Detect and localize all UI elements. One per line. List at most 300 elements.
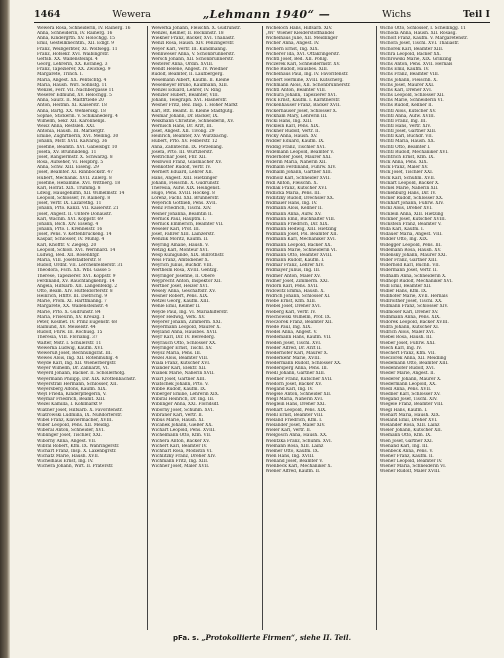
directory-entry: Wiederkehr Marie, XVIII. bbox=[265, 356, 321, 361]
directory-entry: Weyerich Gottlieb, Pens. XVII. bbox=[151, 201, 217, 207]
directory-entry: Weyerstraß Hermann, Schlosser, XII. bbox=[37, 381, 118, 387]
directory-entry: Wiech Karl, Ing. IV. bbox=[379, 345, 422, 351]
directory-entry: Weyprecht Anton, Inspektor XII. bbox=[151, 278, 222, 284]
directory-entry: Ferdinand, XV. Rauchfangkehrg. 14 bbox=[37, 278, 115, 284]
directory-entry: Wesemann Albert, Kaufm. II. Kleine bbox=[151, 77, 230, 83]
directory-entry: Wichert Karl, Beamter IV. bbox=[151, 443, 208, 449]
directory-entry: Widmaier Hans, Ing. IV. bbox=[265, 201, 318, 207]
directory-entry: Wider Franz, Gärtner XIII. bbox=[379, 258, 438, 264]
directory-entry: Wieler Johann, Kutscher XII. bbox=[379, 428, 443, 434]
directory-entry: Widhopf Rudolf, Mechaniker XVI. bbox=[379, 278, 453, 284]
page-number: 1464 bbox=[34, 8, 61, 20]
directory-entry: Sophie, Stickerin. V. Schikanederg. 4 bbox=[37, 113, 118, 119]
directory-entry: Wiekner Franz, Bäcker, XVI. Thaliastr. bbox=[151, 36, 235, 42]
directory-entry: Geftsb. XX. Wallensteinpl. 4 bbox=[37, 56, 98, 62]
directory-entry: Widmann Josef, Pol. Beamter XII. bbox=[265, 232, 338, 238]
directory-entry: Widmoser Karl, Dreher XV. bbox=[379, 309, 439, 315]
directory-entry: Wien Josef, Gärtner XXI. bbox=[379, 438, 434, 444]
directory-entry: Wichs Anton, Pens. XVII. Hernals bbox=[379, 62, 453, 68]
directory-entry: Josef, Beamter. XI. Rinnböckstr. 47 bbox=[37, 170, 113, 176]
directory-entry: Widhalm Ferdinand, Fuhrw. XIV. bbox=[265, 165, 337, 171]
directory-entry: Hugo, Pens. XVIII. Hockeg. 8 bbox=[151, 191, 215, 196]
directory-entry: Wiedner Karl, Schlosser XV. bbox=[379, 392, 441, 398]
directory-entry: Widemann Rosa, Haush. XV. bbox=[379, 247, 442, 253]
directory-entry: Wick Josef, Tischler XXI. bbox=[379, 170, 434, 176]
header-right-word: Wichs bbox=[382, 8, 412, 20]
directory-entry: Wielander Rosa, XIII. Lainz bbox=[379, 423, 440, 429]
directory-entry: Wehle Emil, Kellner II. bbox=[151, 304, 201, 310]
directory-entry: Wieder Marie, Angest. II. bbox=[379, 371, 435, 377]
directory-entry: Wiegl Maria, Näherin XVI. bbox=[265, 397, 324, 403]
directory-entry: Wielitzka Franz, Schuhm. XVI. bbox=[265, 438, 333, 444]
directory-entry: Wichelhaus Ernst, Ing. IV. bbox=[37, 459, 94, 465]
directory-entry: Widmann Karl, Mechaniker XVI. bbox=[265, 237, 337, 243]
directory-entry: Wick Franz, Maler XV. bbox=[379, 165, 429, 171]
directory-entry: Wickerhauser Josef, Schlosser X. bbox=[265, 108, 338, 114]
directory-entry: Wicki Hans, Ing. XIII. bbox=[265, 118, 313, 124]
directory-entry: Wiborny Josef, Schuhm. XVI. bbox=[151, 407, 214, 413]
directory-entry: Widhalm Anna, Schneiderin X. bbox=[379, 273, 447, 279]
directory-entry: Wibbe Rudolf, Kaufm. IX. bbox=[151, 386, 207, 392]
directory-entry: Wiber Leopold, Pens. XII. Meidlg. bbox=[37, 423, 111, 429]
directory-entry: Wiener Leopold, Beamter IV. bbox=[379, 459, 443, 465]
header-title: „Lehmann 1940“ — bbox=[202, 7, 331, 21]
directory-entry: Wetzel Georg, Kaufm. XIII. bbox=[151, 299, 210, 305]
header-part: Teil I bbox=[462, 8, 490, 20]
directory-entry: Wienand Karl, Ing. III. bbox=[379, 443, 429, 449]
directory-entry: Wicker Rudolf, Schlosser XX. bbox=[379, 196, 444, 202]
directory-entry: Wezel Kamilla, I. Kohlmarkt 9 bbox=[37, 402, 102, 408]
directory-entry: Wiegele Anton, Schneider XII. bbox=[265, 392, 332, 398]
directory-entry: Weseler Karl, Prof. III. bbox=[151, 227, 201, 233]
directory-entry: Widmayer Julius, Ing. III. bbox=[265, 268, 321, 274]
directory-entry: Widmer Anton, Maler XV. bbox=[265, 273, 321, 279]
directory-entry: Wertheim Rosa, XVIII. Gentzg. bbox=[151, 268, 218, 274]
directory-entry: Wichner Josef, Maler XVII. bbox=[151, 464, 210, 470]
directory-entry: Wieden Josef, Tischl. XVI. bbox=[265, 340, 322, 346]
directory-entry: Weyland Anna, Hausbes. XVII. bbox=[151, 330, 218, 336]
directory-entry: Johann, Fleischh. X. Gudrunstr. bbox=[151, 180, 220, 186]
directory-entry: Wiedl Anna, Pens. XVII. bbox=[379, 386, 432, 392]
directory-entry: Wiemer Otto, Kaufm. IX. bbox=[265, 448, 320, 454]
directory-entry: „Wi“ Wiener Kleiderstoffhandel bbox=[265, 31, 335, 37]
directory-entry: Wienbeck Karl, Mechaniker X. bbox=[265, 464, 332, 470]
directory-entry: Wichs Franz, Beamter VIII. bbox=[379, 72, 440, 78]
directory-entry: Josef, Fahrer XIII. Lainzerstr. bbox=[151, 232, 215, 238]
directory-entry: Widemann Leopold, Beamter V. bbox=[265, 149, 334, 155]
directory-entry: Wiander Karl, Elektr. XII. bbox=[151, 366, 207, 372]
directory-entry: Emilie, Zughrtnerin, XVI. Melling. 30 bbox=[37, 134, 119, 140]
directory-entry: Wiebel Rosa, Haush. III. bbox=[379, 335, 433, 341]
directory-entry: Wenzler Hubert, Beamter, VIII. bbox=[151, 93, 220, 99]
directory-entry: Wesely Anna, Geschäftsfr. XV. bbox=[151, 288, 216, 294]
directory-entry: Wiehart Maria, Haush. XIX. bbox=[379, 412, 441, 418]
directory-entry: Wichelhaus Paul, Ing. IV. Favoritenstr. bbox=[265, 72, 349, 78]
directory-entry: Weyerd Johann, Bäcker. II. Schöllerhofg. bbox=[37, 371, 126, 377]
directory-entry: Wiedermann Rudolf, Schlosser XX. bbox=[265, 361, 342, 367]
directory-entry: Widegger Leopold, Pens. III. bbox=[379, 242, 442, 248]
directory-entry: Josefa, XV. Brunhildeng. 11 bbox=[37, 149, 97, 155]
directory-entry: Widmann Rudolf, Kaufm. I. bbox=[265, 258, 325, 264]
directory-entry: Johann, Bsch. XIV. Eiseng. 4 bbox=[37, 221, 99, 227]
directory-entry: Wichart Franz, Insp. X. Laxenbgrstr. bbox=[37, 448, 117, 454]
directory-entry: Rudolf, Beamter, II. Laufbergerg. bbox=[151, 72, 224, 78]
directory-entry: Widlroither Josef, Tischl. XX. bbox=[379, 299, 443, 305]
directory-entry: Josef, Vertr. IX. Lazarethg. 11 bbox=[37, 201, 102, 207]
directory-entry: Wickart Leopold, Bäcker X. bbox=[379, 180, 440, 186]
directory-entry: Lorenz, Fachl. XXI. Brünnerstr. bbox=[151, 196, 220, 202]
directory-entry: Wiegele Franz, Beamter VIII. bbox=[379, 402, 444, 408]
directory-entry: Wickenhauser Franz, Bäcker XVII. bbox=[265, 103, 341, 109]
directory-entry: Wicklein Anna, XIII. Hietzing bbox=[379, 211, 444, 217]
directory-entry: Widlicka Maria, Pens. III. bbox=[265, 191, 321, 196]
directory-entry: Josef, Angest. II. Untere Donaustr. bbox=[37, 211, 112, 217]
directory-entry: Franz, Hofsekr. XVI. Waibingrstr. bbox=[37, 51, 110, 57]
directory-entry: Wiehart Leopold, Pens. XIX. bbox=[265, 407, 327, 413]
directory-entry: Widrich Alois, Maler XVI. bbox=[379, 330, 436, 336]
directory-entry: Wicklein Karl, Pens. XIX. bbox=[265, 123, 320, 129]
directory-entry: Widerhold Karl, Buchh. VII. bbox=[379, 263, 441, 269]
directory-entry: Wicholt Franz, Kaufm. V. Margaretenstr. bbox=[379, 36, 468, 42]
directory-entry: Weyde Karl, Ing. XII. Wienerbergstr. bbox=[37, 361, 117, 367]
directory-entry: Wick Anna, Pens. XIX. bbox=[379, 160, 428, 166]
directory-entry: Widermann Josef, Vertr. II. bbox=[379, 268, 438, 274]
directory-entry: Ldwig, Hausgehilfin, XII. Wilhelmstr. 14 bbox=[37, 191, 125, 196]
directory-columns bbox=[34, 26, 490, 630]
directory-entry: Wiatschek Johann, Prto. V. bbox=[151, 381, 209, 387]
directory-entry: Wibral Robert, Kfm. IX. Währingerstr. bbox=[37, 443, 120, 449]
directory-entry: Wickel Marie, Näherin XII. bbox=[379, 185, 439, 191]
directory-entry: Widra Johann, Kutscher XI. bbox=[379, 325, 440, 331]
directory-entry: Wichtrich Ernst, Kfm. IX. bbox=[379, 154, 435, 160]
directory-entry: Wiche Rudolf, Hausbes. XIII. bbox=[265, 67, 329, 73]
directory-entry: Karl, Hofrat. XIX. Trummg. 8 bbox=[37, 185, 101, 191]
directory-entry: Marie, Prom. XI. Harttmanng. 7 bbox=[37, 299, 107, 305]
directory-entry: Widlitzky Rudolf, Drechsler XX. bbox=[265, 196, 335, 202]
directory-entry: Maria, Angest. XX. Pentschtg. 4 bbox=[37, 77, 107, 83]
directory-entry: Wennweser Anna, V. Schönbrunnerstr. bbox=[151, 51, 235, 57]
directory-entry: Weis Franz, Amtsdiener X. bbox=[151, 258, 210, 264]
directory-entry: Hubert, Mechanik. XVII. Zillerg. 8 bbox=[37, 175, 112, 181]
directory-entry: Widholz Karl, Schneider XVII. bbox=[265, 175, 331, 181]
directory-entry: Johann, Mstr. XVII. Kalvarsg. 36 bbox=[37, 139, 108, 145]
directory-entry: Wiedenhofer Rudolf, XVI. bbox=[379, 366, 436, 372]
directory-entry: Wichlitzky Franz, Dreher XIV. bbox=[151, 453, 216, 459]
directory-entry: Wiehl Ernst, Beamter VIII. bbox=[265, 412, 324, 418]
directory-entry: Johann, Prto. I. Krehnelstr. 16 bbox=[37, 227, 103, 233]
directory-entry: Weyerer Johann, Zimmerm. XXI. bbox=[151, 319, 222, 325]
directory-entry: Raimund, XV. Meiselstr. 44 bbox=[37, 325, 96, 331]
directory-entry: Widensky Johann, Maurer XXI. bbox=[379, 252, 447, 258]
directory-entry: Wieczorek Franz, Beamter XII. bbox=[265, 319, 333, 325]
directory-entry: Widder Eduard, Kaufm. IX. bbox=[265, 139, 325, 145]
book-binding-shadow bbox=[0, 0, 10, 658]
directory-entry: Margarete, Trinch. I. bbox=[37, 72, 83, 78]
directory-entry: Wichera Anton, Bäcker XV. bbox=[151, 438, 210, 444]
directory-entry: Weyrauch Otto, Schlosser XX. bbox=[151, 340, 217, 346]
directory-entry: Anna, Säurz. II. Maltfrtiede 20 bbox=[37, 98, 104, 104]
directory-entry: Franz, Weißgerbter, XI. Wolfsegg. 11 bbox=[37, 46, 118, 52]
directory-entry: Weyr Karl, Dir. IV. Belvederg. bbox=[151, 335, 216, 341]
directory-entry: Wiart Josef, Gärtner XIII. bbox=[151, 376, 206, 382]
directory-entry: Wichtl Franz, Ing. III. bbox=[379, 118, 427, 124]
directory-entry: Hans, Angest. XIII. Hietzinger bbox=[151, 175, 218, 181]
directory-entry: Wienbeck Anna, Pens. V. bbox=[379, 448, 434, 454]
directory-entry: Wiedl Johann, Gärtner XIII. bbox=[265, 371, 326, 377]
directory-entry: Wichs Leopold, Schlosser XII. bbox=[379, 93, 445, 99]
directory-entry: Anna, Bärtg. XX. Wehlerskg. 18 bbox=[37, 108, 106, 114]
directory-entry: Wiederhofer Karl, Maurer X. bbox=[265, 350, 329, 356]
directory-entry: Wichmann Alois, XII. Schönbrunnerstr. bbox=[265, 82, 351, 88]
directory-entry: Josefa, Prto. III. Würtzlerstr. bbox=[151, 149, 213, 155]
directory-entry: Peter, Kosmet. IV. Prinz Eugenstr. 68 bbox=[37, 319, 117, 325]
directory-entry: Wiebel Josef, Dreher XVI. bbox=[265, 304, 322, 310]
directory-entry: Wichtl Otto, Beamter I. bbox=[379, 144, 431, 150]
directory-entry: Rudolf, Fhrw. III. Rochusg. 15 bbox=[37, 330, 103, 336]
directory-entry: Wickham Mary, Lehrerin III. bbox=[265, 113, 328, 119]
directory-entry: Wesner Fritz, Bez. Insp. I. Hoher Markt bbox=[151, 103, 238, 109]
directory-entry: Wichtl Josef, Bed. XII. Pohlg. bbox=[265, 56, 329, 62]
directory-entry: Wichorek Karl, Beamter XIII. bbox=[379, 46, 444, 52]
directory-entry: Wenzel, Ferr. VII. Nächbergasse 11 bbox=[37, 87, 115, 93]
directory-entry: Wiberal Anton, Schneider, XVI. bbox=[37, 428, 105, 434]
directory-entry: Wesner Robert, Pens. XIX. bbox=[151, 294, 209, 300]
directory-entry: Weyer Karl, Vertr. III. Kundmanng. bbox=[151, 46, 228, 52]
directory-entry: Therese, Tapezierer. XVI. Koppstr. 9 bbox=[37, 273, 116, 279]
directory-entry: Wienand Josef, Beamter V. bbox=[265, 459, 323, 465]
directory-entry: Wiegand Josef, Tischl. XIV. bbox=[379, 397, 438, 403]
directory-entry: Anna, Schneiderin, IV. Rainerg. 16 bbox=[37, 31, 113, 37]
directory-entry: Weyrich Julius, Buchdr. VIII. bbox=[151, 263, 213, 269]
directory-entry: Wiedersperg Anna, Pens. III. bbox=[265, 366, 329, 372]
directory-entry: Wenzel Eduard, Lehrer, IV. Ring bbox=[151, 87, 221, 93]
directory-entry: Weisz Anna, Restsleh. XXI. bbox=[37, 123, 96, 129]
directory-entry: Wiener Rudolf, Maler XVIII. bbox=[379, 469, 441, 475]
directory-entry: Widl Anton, Fleischh. X. bbox=[265, 180, 318, 186]
directory-entry: Wiebe Ernst, Kfm. XIII. bbox=[265, 299, 317, 305]
directory-entry: Weyer Hedwig, Verk. XV. bbox=[151, 314, 206, 320]
directory-entry: Wickl Alois, Dreher XVI. bbox=[379, 206, 433, 212]
directory-entry: Widrich Johann, Schlosser XI. bbox=[265, 294, 331, 300]
directory-entry: Wichtl Karl, Buchdr. VII. bbox=[379, 134, 434, 140]
directory-entry: Wichora Josef, Tischl. XVI. Thaliastr. bbox=[379, 41, 460, 47]
directory-entry: Widdig Franz, Tischler XVI. bbox=[265, 144, 326, 150]
directory-entry: Wibiral Heinrich, Dr. Ing. III. bbox=[151, 397, 215, 403]
directory-entry: Widauer Maria, Angest. VIII. bbox=[379, 232, 443, 238]
directory-entry: Weserer Edmund, XV. Helochgg. 5 bbox=[37, 93, 112, 99]
directory-entry: Weyring Amalie, Haush. V. bbox=[151, 242, 209, 248]
directory-entry: Wiblinger Anna, XXI. Floridsdf. bbox=[151, 402, 220, 408]
directory-entry: Wernick Emmerich, Beamter VII. bbox=[151, 221, 224, 227]
directory-entry: Widerhofer Josef, Maurer XXI. bbox=[265, 154, 332, 160]
directory-entry: Weyer Wilhelm, Dr. Zahnarzt, VI. bbox=[37, 366, 109, 372]
directory-entry: Wielander Josef, Maler XIV. bbox=[265, 423, 326, 429]
directory-entry: Widmann Anna, Aufw. XV. bbox=[265, 211, 322, 217]
directory-entry: Wiedemann Otto, Beamter XIII. bbox=[379, 361, 449, 367]
directory-entry: Johann, Telegraph. XVI. Hasnerstr. bbox=[151, 98, 228, 104]
directory-entry: Wiegand Karl, Ing. IV. bbox=[265, 386, 314, 392]
directory-entry: Wibus Marie, Haush. XI. bbox=[151, 417, 205, 423]
directory-entry: Weyl Frieda, Kinderpflegerin, V. bbox=[37, 392, 107, 398]
directory-entry: Wichmann Fritz, Ing. XIII. bbox=[151, 459, 209, 465]
directory-entry: Wichtl Josef, Gärtner XIII. bbox=[379, 129, 437, 135]
directory-entry: Margarete, XX. Wallensteinstr. 4 bbox=[37, 304, 109, 310]
directory-entry: Anna, Schw. XIII. Eiseng. 29 bbox=[37, 165, 99, 171]
directory-entry: Hubert, Prto. XV. Felberstr. 12 bbox=[151, 139, 218, 145]
column-2 bbox=[148, 26, 262, 630]
directory-entry: Angela, Hilfsarb. XII. Längenfeldg. 2 bbox=[37, 283, 118, 289]
directory-entry: Josefine, Hebamme. XVI. Wittnerg. 18 bbox=[37, 180, 121, 186]
directory-entry: Wichert Hermine, XVIII. Kutscherg. bbox=[265, 77, 344, 83]
directory-entry: Wichtl Anna, Aufw. XVIII. bbox=[379, 113, 436, 119]
directory-entry: Wickner Josef, Kutscher XVIII. bbox=[379, 216, 447, 222]
directory-entry: Wiedermann Leopold, XX. bbox=[379, 381, 437, 387]
directory-entry: Weimar Johann, Dr. Bäcker, IX. bbox=[151, 113, 219, 119]
directory-entry: Wenz Friedrich, Tischl. XIV. bbox=[151, 206, 212, 212]
directory-entry: Wichs Rudolf, Kellner II. bbox=[379, 103, 433, 109]
directory-entry: Wiberger Emilie, Lehrerin XIX. bbox=[151, 392, 220, 398]
directory-entry: Wien Hans, Ing. XVIII. bbox=[265, 453, 315, 459]
directory-entry: Wichs Karl, Dreher XVI. bbox=[379, 87, 433, 93]
directory-entry: Rudolf, Ordnf. VII. Lerchenfelderstr. 31 bbox=[37, 263, 123, 269]
directory-entry: Wichtl Anton, Beamter VIII. bbox=[265, 87, 327, 93]
directory-entry: Wiederer Johann, Maurer X. bbox=[379, 376, 442, 382]
directory-entry: Widorek Leopold, Bäcker XVIII. bbox=[379, 319, 449, 325]
directory-entry: Leopold, Schloß. XVI. Wernhard. 14 bbox=[37, 247, 116, 253]
directory-entry: Weysz Maria, Pens. III. bbox=[151, 350, 202, 356]
directory-entry: Widmann Hedwig, XIII. Hietzing bbox=[265, 227, 337, 233]
directory-entry: Wiczerek Karl, Schneidermstr. XV. bbox=[265, 62, 341, 68]
directory-entry: Wiener Alfred, Kaufm. II. bbox=[265, 469, 321, 475]
directory-entry: Heinrich, Beamter, XV. Wurzbachg. bbox=[151, 134, 229, 140]
directory-entry: Wendt Helene, Angest. IV. Wiedner bbox=[151, 67, 228, 73]
column-4 bbox=[377, 26, 490, 630]
directory-entry: Widhalm Johann, Gärtner XIII. bbox=[265, 170, 333, 176]
directory-entry: Anna, Zahntechn. IX. Porzellang. bbox=[151, 144, 224, 150]
directory-entry: Widder Otto, Ing. XIX. bbox=[379, 237, 429, 243]
directory-entry: Weßkotter Rudolf, Vertr. IV. bbox=[151, 165, 211, 171]
directory-entry: Widlak Franz, Kutscher XVI. bbox=[265, 185, 328, 191]
directory-entry: Josef, Angest. XII. Tivolig. 29 bbox=[151, 129, 215, 135]
directory-entry: Wiedner Franz, Kutscher XVII. bbox=[265, 376, 333, 382]
directory-entry: Wiener Franz, Kaufm. II. bbox=[379, 453, 434, 459]
directory-entry: Wesp Kunigunde, XIX. Billrothstr. bbox=[151, 252, 225, 258]
directory-entry: Wick Ernst, Kaufm. I. Kärntnerstr. bbox=[265, 98, 341, 104]
directory-entry: Theresia, VIII. Florianig. 37 bbox=[37, 335, 98, 341]
directory-entry: Wiatrowski Ludmilla, IX. Nußdorferstr. bbox=[37, 412, 123, 418]
directory-entry: Wielgosch Anna, Haush. XX. bbox=[265, 433, 328, 439]
directory-entry: Wichern Ernst, Ing. XIX. bbox=[265, 46, 319, 52]
directory-entry: Antonia, Haush. III. Marxergtr. bbox=[37, 129, 105, 135]
directory-entry: Wewes Alois, Ing. XII. Rotenmühlg. 4 bbox=[37, 356, 118, 361]
directory-entry: Widlhofer Marie, XVII. Hernals bbox=[379, 294, 448, 300]
directory-entry: Wiener Maria, Schneiderin VI. bbox=[379, 464, 447, 470]
directory-entry: Wick Karl, Schuhm. XVII. bbox=[379, 175, 436, 181]
directory-entry: Leopold, Schlosser, IV. Rainerg. 8 bbox=[37, 196, 111, 202]
directory-entry: Wichs Josef, Maurer XXI. bbox=[379, 82, 435, 88]
directory-entry: Wichelhaus Julie, XII. Meidlinger bbox=[265, 36, 338, 42]
directory-entry: Wichart Leopold, Pens. XVIII. bbox=[151, 428, 216, 434]
directory-entry: Wersch Johann, XII. Schönbrunnerstr. bbox=[151, 56, 234, 62]
directory-entry: Wida Karl, Kaufm. I. bbox=[379, 227, 425, 233]
directory-entry: Georg, Lehrerin, XX. Koraneg. 3 bbox=[37, 62, 108, 68]
directory-entry: Weyermann Leopold, Maurer X. bbox=[151, 325, 221, 331]
directory-entry: Weymar Friedrich, Beamt. XIII. bbox=[37, 397, 106, 403]
directory-entry: Weyermann Philipp, Dir. XIX. Krottenbachstr. bbox=[37, 376, 136, 382]
directory-entry: Wezel Alois, Beamter VIII. bbox=[151, 356, 209, 361]
directory-entry: Wichatz Marie, Haush. XVII. bbox=[37, 453, 100, 459]
directory-entry: Wetzig Karl, Monteur XVI. bbox=[151, 247, 209, 253]
directory-entry: Wichoda Anna, Haush. XII. Rosasg. bbox=[379, 31, 457, 37]
directory-entry: Josefine, Beamtn. XVI. Gabelsbgr. 10 bbox=[37, 144, 118, 150]
directory-entry: Weikmann Christine, Schneiderin, XV. bbox=[151, 118, 235, 124]
directory-entry: Wenzel, Kellner, II. Böcklinstr. 18 bbox=[151, 31, 224, 37]
footer-prefix: pFa. s. bbox=[172, 634, 200, 642]
directory-entry: Wichs Marie, Schneiderin VI. bbox=[379, 98, 444, 104]
directory-entry: Wieber Josef, Fuhrw. XXI. bbox=[379, 340, 436, 346]
directory-entry: Weltrichar Josef, Fhr. XII. bbox=[151, 154, 207, 160]
directory-entry: Wewera Rosa, Schneiderin, IV. Rainerg. 16 bbox=[37, 26, 131, 31]
directory-entry: Wicherer Ida, XVI. Ottakringerstr. bbox=[265, 51, 340, 57]
directory-entry: Wichs Emil, Kaufm. IV. bbox=[379, 67, 430, 73]
directory-entry: Weyersberg Alfons, Kaufm. XIX. bbox=[37, 386, 107, 392]
directory-entry: Wicanek Johann, Gießer XX. bbox=[151, 423, 213, 429]
directory-entry: Anna, Kindergrtn. XV. Holochgg. 15 bbox=[37, 36, 115, 42]
directory-entry: Karl, Khofftr. V. Ziegelg. 20 bbox=[37, 242, 97, 248]
directory-entry: Widorn Karl, Pens. XVII. bbox=[265, 283, 319, 289]
directory-entry: Wernick Paul, Hauptm. I. bbox=[151, 216, 206, 222]
directory-entry: Wiegl Hans, Kaufm. I. bbox=[379, 407, 428, 413]
directory-entry: Wichrowski Marie, XIX. Grinzing bbox=[379, 56, 452, 62]
directory-entry: Wieland Emil, Dreher XVI. bbox=[379, 417, 438, 423]
directory-entry: Wiblinger Josef, Tischler, XXI. bbox=[37, 433, 102, 439]
directory-entry: Karl, Wachm. XVI. Koppstr. 69 bbox=[37, 216, 104, 222]
directory-entry: Widnmann Anna, Pens. XIX. bbox=[379, 314, 441, 320]
directory-entry: Emil, Gestellknechtm., XII. Edlgf. 9 bbox=[37, 41, 114, 47]
directory-entry: Widler Hans, Kfm. IX. bbox=[379, 288, 428, 294]
directory-entry: Franz, Tapezierer, XX. Zwickeg. 9 bbox=[37, 67, 111, 73]
directory-entry: Maria, Haush. Wirl. Sohnsfg. 11 bbox=[37, 82, 108, 88]
directory-entry: Wichra Leopold, Bäcker XX. bbox=[379, 51, 441, 57]
directory-entry: Weiterer Anna, Ordin. XVIII. bbox=[151, 62, 214, 68]
directory-entry: Weyringer Josefine, II. Obere bbox=[151, 273, 215, 279]
directory-entry: Wichtl Hans, Vertr. XIV. bbox=[379, 123, 431, 129]
directory-entry: Widmann Otto, Beamter XVIII. bbox=[265, 252, 333, 258]
directory-entry: Widmann Alois, Kellner II. bbox=[265, 206, 323, 212]
directory-entry: Wickstein Franz, Beamter V. bbox=[379, 221, 442, 227]
directory-entry: Weiner Johanna, Beamtin II. bbox=[151, 211, 213, 217]
directory-entry: Wichura Johann, Tapezierer XVI. bbox=[265, 93, 337, 99]
directory-entry: Wicho Otto, Schlosser, I. Schellingg. 11 bbox=[379, 26, 466, 31]
directory-entry: Wicheloch Hans, Hilfsarb. XIV. bbox=[265, 26, 333, 31]
directory-entry: Wiedel Anna, Angest. V. bbox=[265, 330, 318, 336]
directory-entry: Rosa, Aufseher, VI. Heipbrg. 5 bbox=[37, 160, 104, 166]
directory-entry: Wickenburg Hans, Dir. IV. bbox=[379, 191, 437, 196]
directory-entry: Wickhart Johann, Fuhrw. XIV. bbox=[379, 201, 444, 207]
directory-entry: Wilhelm, Sekr. XII. Karolinenpl. bbox=[37, 118, 106, 124]
directory-entry: Weyde Paul, Ing. VI. Mariahilferstr. bbox=[151, 309, 229, 315]
directory-entry: Widner Josef, Zimmerm. XXI. bbox=[265, 278, 330, 284]
directory-entry: Wiechowski Wilhelm, Prof. IX. bbox=[265, 314, 332, 320]
directory-entry: Theodora, Fsch. XX. Wbl. Gasse 5 bbox=[37, 268, 111, 274]
directory-entry: Widmann Franz, Schlosser XIV. bbox=[379, 304, 449, 310]
directory-entry: Ludwig, Bed. XII. Rosenhfgr. bbox=[37, 252, 100, 258]
directory-entry: Widmann Emil, Buchhalter VIII. bbox=[265, 216, 336, 222]
directory-entry: Wichtl Rudolf, Mechaniker XVI. bbox=[379, 149, 449, 155]
directory-entry: Wernisch Hans, Dr. Arzt, III. bbox=[151, 123, 213, 129]
directory-entry: Wicky Anna, Haush. XV. bbox=[265, 134, 318, 140]
directory-entry: Karl, Rtt. Beamt. II. Kleine Stadtgutg. bbox=[151, 108, 234, 114]
